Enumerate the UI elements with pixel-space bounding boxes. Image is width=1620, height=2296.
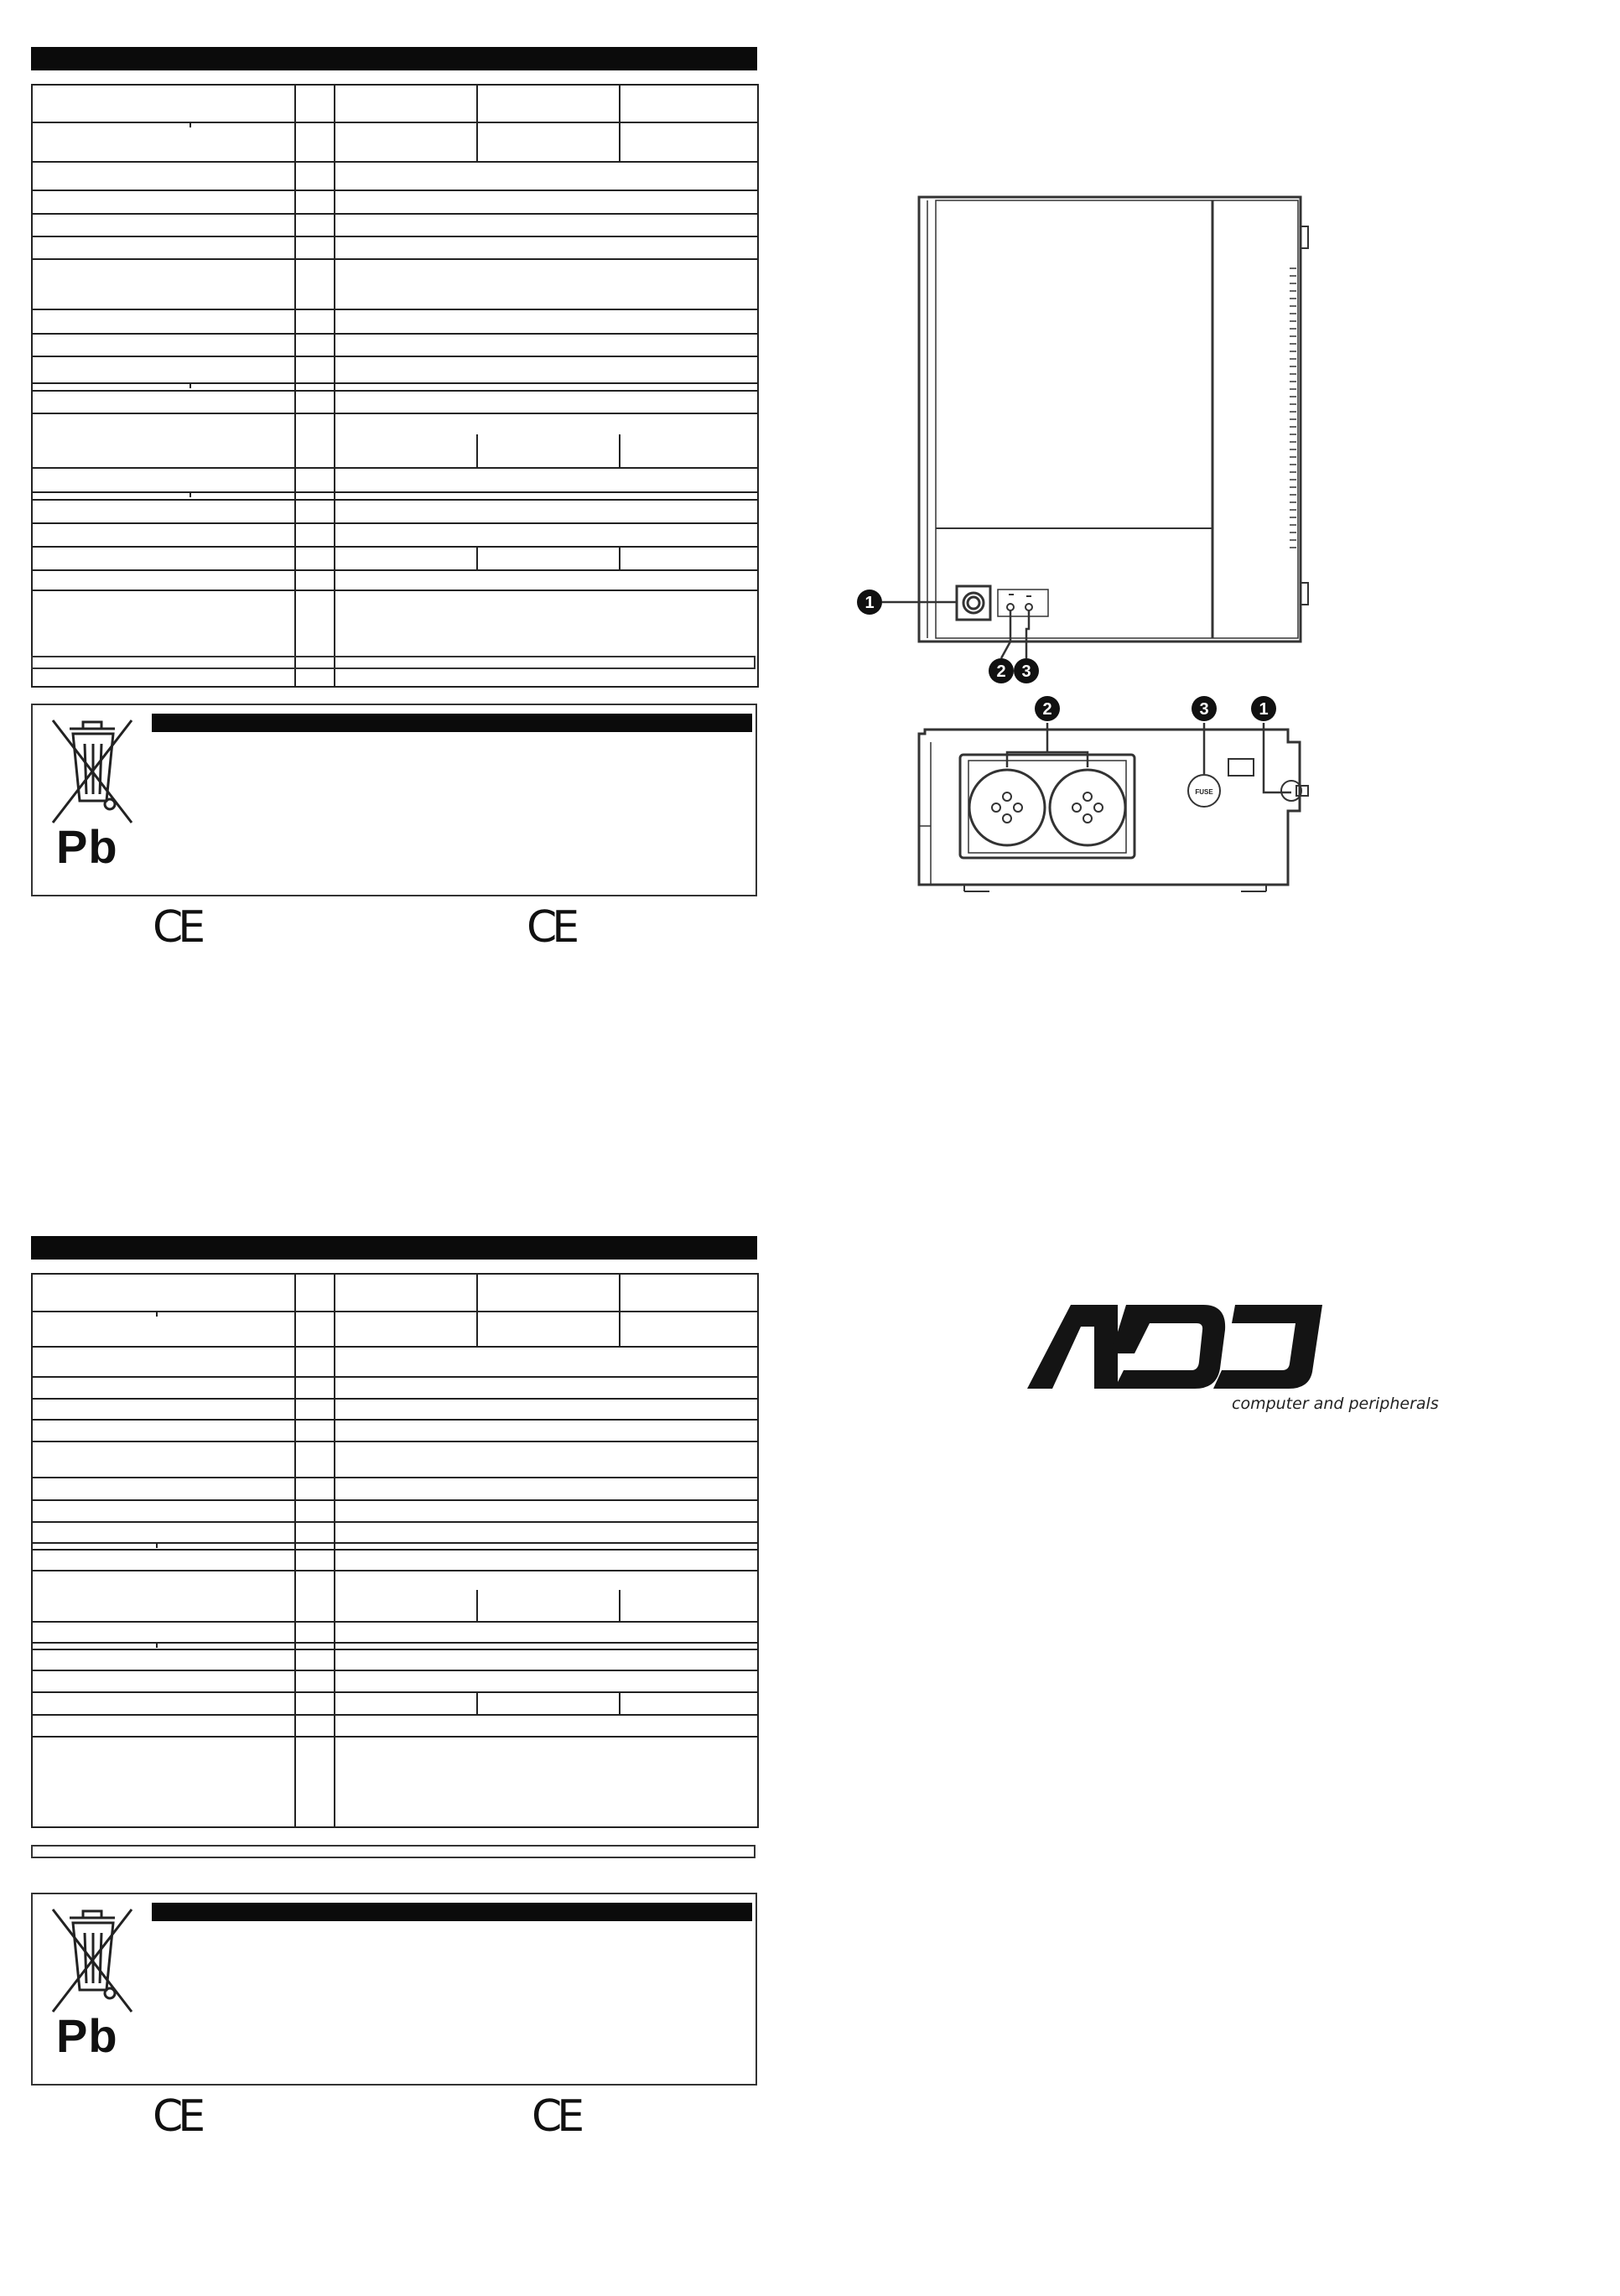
logo-tagline: computer and peripherals (1232, 1395, 1439, 1413)
fuse-label: FUSE (1195, 788, 1213, 796)
callout-2: 2 (996, 662, 1006, 681)
ce-mark-left: CE (153, 902, 201, 953)
spec-footnote-box (31, 656, 755, 669)
callout-2-rear: 2 (1042, 700, 1052, 719)
rear-view (919, 723, 1308, 891)
spec-table (31, 84, 761, 689)
spec-title-bar (31, 47, 757, 70)
callout-1: 1 (865, 594, 875, 612)
weee-title-bar (152, 1903, 752, 1921)
ce-mark-right: CE (532, 2091, 580, 2142)
ce-mark-left: CE (153, 2091, 201, 2142)
weee-notice-box (31, 704, 757, 896)
spec-title-bar (31, 1236, 757, 1260)
crossed-out-bin-icon (44, 1906, 137, 2015)
adj-logo (1027, 1301, 1329, 1394)
device-diagram (847, 189, 1350, 918)
weee-title-bar (152, 714, 752, 732)
spec-table (31, 1273, 761, 1878)
crossed-out-bin-icon (44, 717, 137, 826)
lead-label: Pb (56, 820, 118, 873)
lead-label: Pb (56, 2009, 118, 2062)
weee-notice-box (31, 1893, 757, 2086)
ce-mark-right: CE (527, 902, 575, 953)
callout-3: 3 (1021, 662, 1031, 681)
callout-badges-rear (1035, 696, 1276, 721)
callout-3-rear: 3 (1199, 700, 1209, 719)
spec-footnote-box (31, 1845, 755, 1858)
callout-1-rear: 1 (1259, 700, 1269, 719)
front-view (882, 197, 1308, 658)
